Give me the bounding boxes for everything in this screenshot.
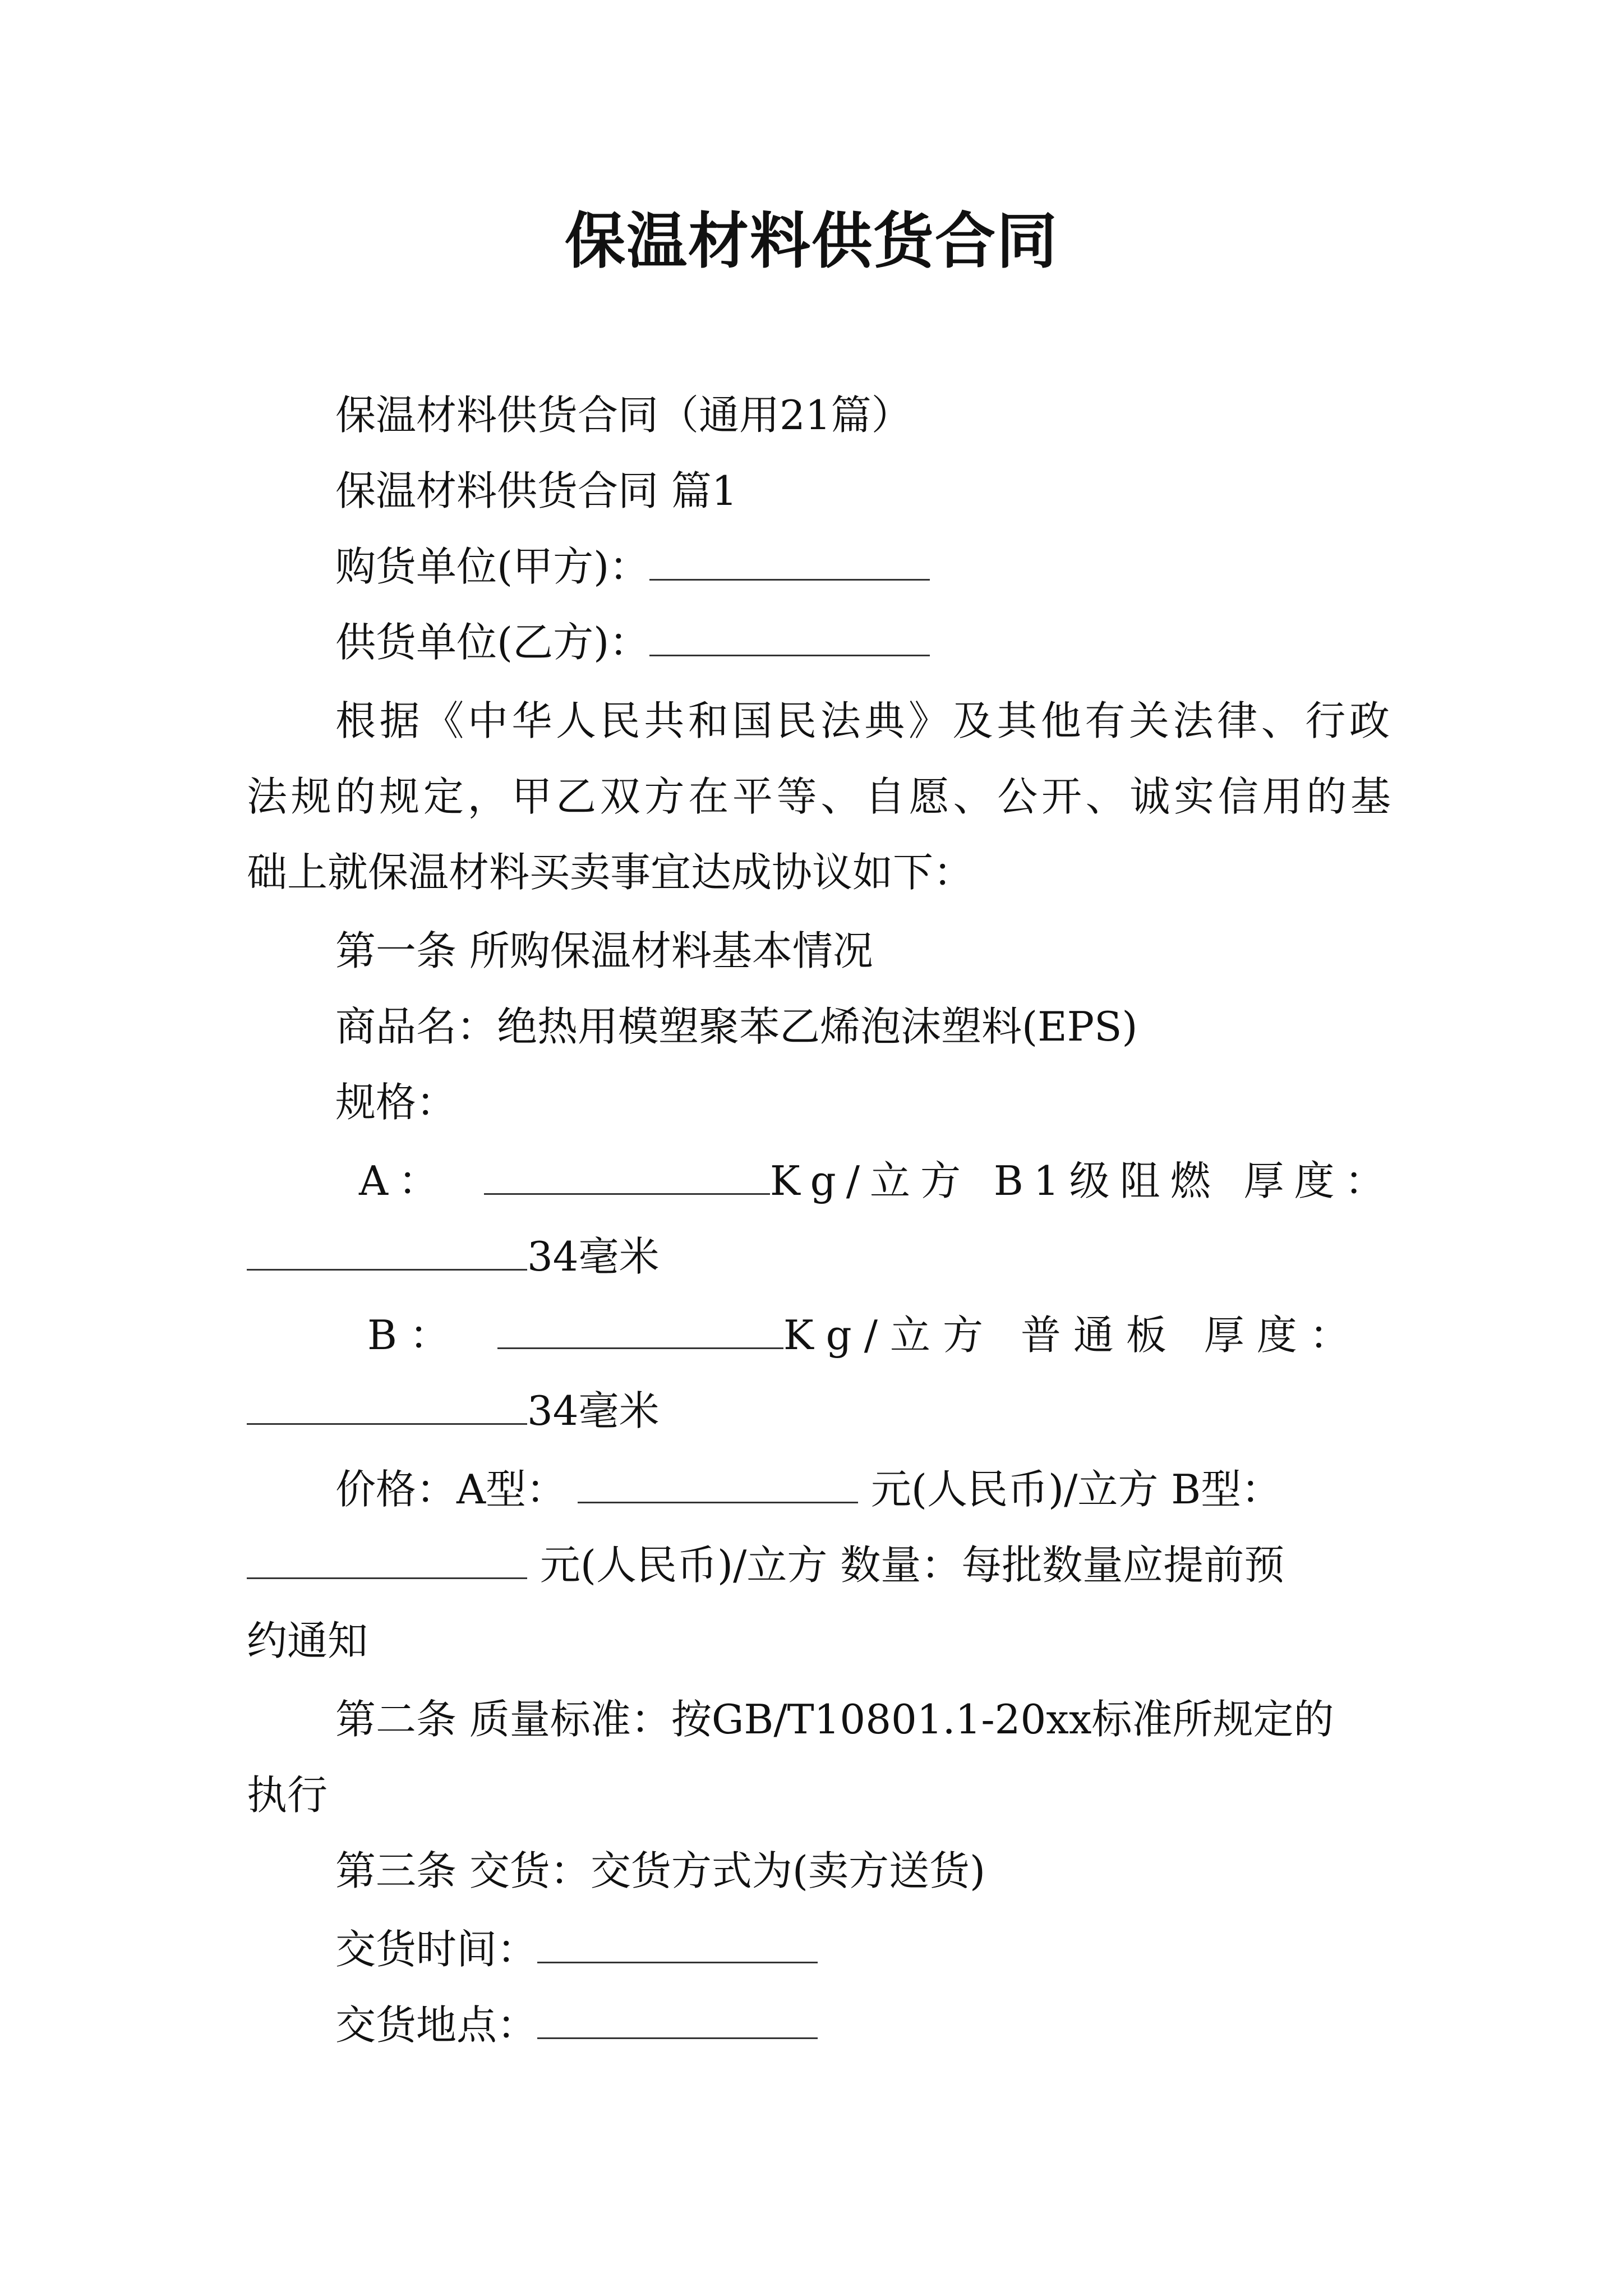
spec-b-thickness-line [247, 1383, 1391, 1439]
spec-label: 规格： [335, 1079, 457, 1126]
article-1-heading: 第一条 所购保温材料基本情况 [335, 927, 873, 974]
spec-a-thickness-line [247, 1228, 1391, 1285]
article-2-line: 第二条 质量标准：按GB/T10801.1-20xx标准所规定的 [335, 1696, 1334, 1743]
paragraph-line-1: 根据《中华人民共和国民法典》及其他有关法律、行政 [335, 697, 1390, 744]
spec-b-detail: Kg/立方 普通板 厚度： [783, 1312, 1362, 1359]
delivery-place-blank [537, 1997, 818, 2039]
spec-b-line [367, 1307, 1391, 1363]
supplier-blank [649, 614, 930, 656]
delivery-time-label: 交货时间： [335, 1926, 538, 1973]
buyer-label: 购货单位(甲方)： [335, 543, 650, 590]
paragraph-line-3: 础上就保温材料买卖事宜达成协议如下： [247, 849, 974, 896]
spec-b-thickness: 34毫米 [527, 1387, 660, 1434]
price-line [335, 1461, 1479, 1517]
supplier-label: 供货单位(乙方)： [335, 619, 650, 666]
document-title: 保温材料供货合同 [564, 206, 1058, 277]
supplier-line [335, 614, 1479, 670]
delivery-time-blank [537, 1921, 818, 1963]
price-a-unit: 元(人民币)/立方 B型： [858, 1466, 1282, 1513]
article-3-line: 第三条 交货：交货方式为(卖方送货) [335, 1847, 986, 1894]
spec-a-thickness: 34毫米 [527, 1233, 660, 1280]
spec-b-density-blank [497, 1307, 783, 1349]
price-b-unit-and-quantity: 元(人民币)/立方 数量：每批数量应提前预 [527, 1542, 1285, 1589]
buyer-line [335, 539, 1479, 595]
spec-b-thickness-blank [247, 1383, 527, 1425]
paragraph-line-2: 法规的规定，甲乙双方在平等、自愿、公开、诚实信用的基 [247, 773, 1391, 820]
spec-a-line [359, 1153, 1395, 1209]
quantity-notice: 约通知 [247, 1617, 368, 1664]
spec-b-label: B： [367, 1312, 462, 1359]
price-b-blank [247, 1537, 527, 1579]
section-heading: 保温材料供货合同 篇1 [335, 467, 737, 514]
delivery-place-line [335, 1997, 1479, 2053]
delivery-time-line [335, 1921, 1479, 1977]
price-a-blank [578, 1461, 858, 1503]
spec-a-density-blank [484, 1153, 770, 1195]
price-b-line [247, 1537, 1391, 1593]
subtitle-line: 保温材料供货合同（通用21篇） [335, 392, 912, 439]
article-2-continuation: 执行 [247, 1772, 328, 1819]
spec-a-thickness-blank [247, 1228, 527, 1271]
price-a-label: 价格：A型： [335, 1466, 566, 1513]
spec-a-label: A： [359, 1157, 449, 1204]
spec-a-detail: Kg/立方 B1级阻燃 厚度： [769, 1157, 1395, 1204]
product-name-line: 商品名：绝热用模塑聚苯乙烯泡沫塑料(EPS) [335, 1003, 1138, 1050]
buyer-blank [649, 539, 930, 581]
delivery-place-label: 交货地点： [335, 2001, 538, 2049]
